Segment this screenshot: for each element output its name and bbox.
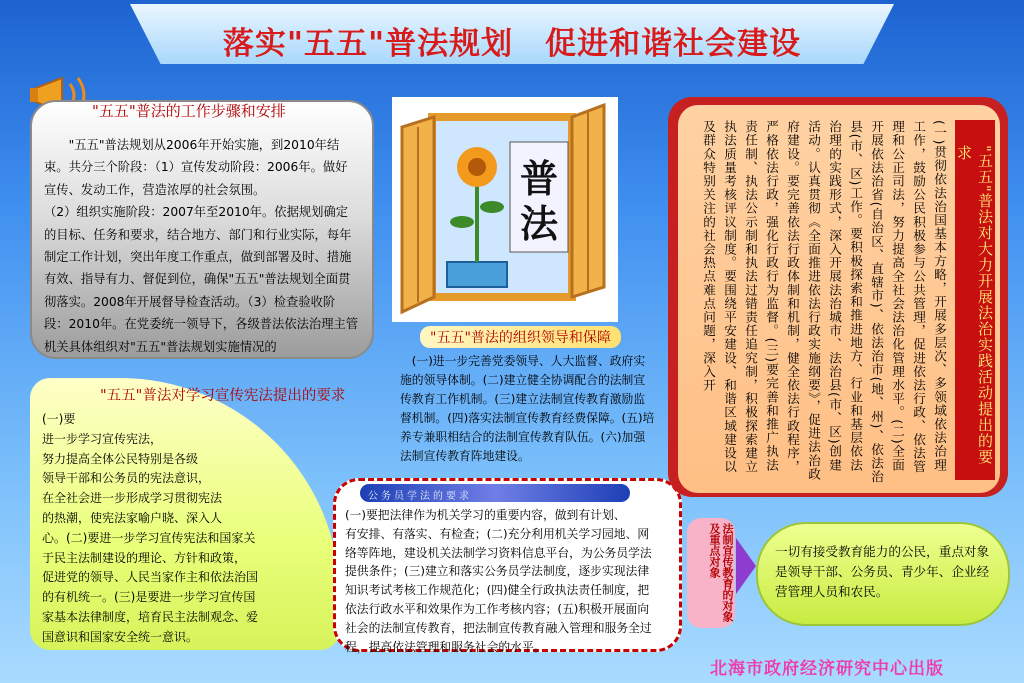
legal-practice-body: (一)贯彻依法治国基本方略，开展多层次、多领域依法治理工作，鼓励公民积极参与公共管理，促进依法行政、依法管理和公正司法，努力提高全社会法治化管理水平。(二)全面开展依法治省(自治区、直辖市)、依法治市(地、州)、依法治县(市、区)工作。要积极探索和推进地方、行业和基层依法治理的实践形式，深入开展法治城市、法治县(市、区)创建活动。认真贯彻《全面推进依法行政实施纲要》，促进法治政府建设。要完善依法行政体制和机制，健全依法行政程序，严格依法行政，强化行政行为监督。(三)要完善和推广执法责任制、执法公示制和执法过错责任追究制，积极探索建立执法质量考核评议制度。要围绕平安建设、和谐区域建设以及群众特别关注的社会热点难点问题，深入开 <box>701 120 947 484</box>
study-line: 家基本法律制度，培育民主法制观念、爱 <box>42 609 259 624</box>
study-line: 努力提高全体公民特别是各级 <box>42 451 199 466</box>
target-label: 法制宣传教育的对象及重点对象 <box>708 523 734 622</box>
civil-servant-body <box>345 506 670 656</box>
legal-practice-heading: "五五"普法对大力开展法治实践活动提出的要求 <box>955 145 994 465</box>
study-line: 心。(二)要进一步学习宣传宪法和国家关 <box>42 530 256 545</box>
civil-line: 程，提高依法管理和服务社会的水平。 <box>345 639 546 654</box>
study-line: 于民主法制建设的理论、方针和政策， <box>42 550 247 565</box>
civil-servant-heading-text: 公务员学法的要求 <box>368 491 472 502</box>
arrow-right-icon <box>736 538 756 594</box>
steps-body <box>44 134 359 358</box>
study-line: 促进党的领导、人民当家作主和依法治国 <box>42 570 259 585</box>
steps-heading: "五五"普法的工作步骤和安排 <box>92 102 286 120</box>
study-line: 在全社会进一步形成学习贯彻宪法 <box>42 491 223 506</box>
page-title: 落实"五五"普法规划 促进和谐社会建设 <box>222 26 802 62</box>
publisher-credit: 北海市政府经济研究中心出版 <box>710 659 944 679</box>
civil-line: 依法行政水平和效果作为工作考核内容；(五)积极开展面向 <box>345 601 650 616</box>
study-line: 国意识和国家安全统一意识。 <box>42 629 199 644</box>
civil-line: 有安排、有落实、有检查；(二)充分利用机关学习园地、网 <box>345 526 650 541</box>
organization-body: (一)进一步完善党委领导、人大监督、政府实施的领导体制。(二)建立健全协调配合的法制宣传教育工作机制。(三)建立法制宣传教育激励监督机制。(四)落实法制宣传教育经费保障。(五)培养专兼职相结合的法制宣传教育队伍。(六)加强法制宣传教育阵地建设。 <box>400 354 655 463</box>
study-line: 的热潮，使宪法家喻户晓、深入人 <box>42 510 223 525</box>
civil-line: 络等阵地，建设机关法制学习资料信息平台，为公务员学法 <box>345 545 652 560</box>
window-flower-illustration <box>392 97 618 322</box>
study-line: 领导干部和公务员的宪法意识， <box>42 471 211 486</box>
civil-line: (一)要把法律作为机关学习的重要内容，做到有计划、 <box>345 508 626 522</box>
civil-line: 知识考试考核工作规范化；(四)健全行政执法责任制度，把 <box>345 583 650 598</box>
study-line: 进一步学习宣传宪法， <box>42 431 163 446</box>
picture-label-char2: 法 <box>519 201 559 246</box>
civil-line: 提供条件；(三)建立和落实公务员学法制度，逐步实现法律 <box>345 564 650 579</box>
civil-line: 社会的法制宣传教育，把法制宣传教育融入管理和服务全过 <box>345 620 652 635</box>
target-text: 一切有接受教育能力的公民，重点对象是领导干部、公务员、青少年、企业经营管理人员和农民。 <box>775 544 990 599</box>
constitution-study-body <box>42 410 292 648</box>
civil-servant-heading <box>360 484 630 502</box>
study-line: (一)要 <box>42 412 76 426</box>
picture-label-char1: 普 <box>519 156 559 201</box>
organization-heading: "五五"普法的组织领导和保障 <box>420 326 621 348</box>
study-line: 的有机统一。(三)是要进一步学习宣传国 <box>42 590 256 605</box>
steps-item-2: （2）组织实施阶段：2007年至2010年。依据规划确定的目标、任务和要求，结合地方、部门和行业实际，每年制定工作计划，突出年度工作重点，做到部署及时、措施有效、指导有力、督促到位，确保"五五"普法规划全面贯彻落实。2008年开展督导检查活动。（3）检查验收阶段：2010年。在党委统一领导下，各级普法依法治理主管机关具体组织对"五五"普法规划实施情况的 <box>44 205 359 354</box>
steps-paragraph: "五五"普法规划从2006年开始实施，到2010年结束。共分三个阶段：（1）宣传发动阶段：2006年。做好宣传、发动工作，营造浓厚的社会氛围。 <box>44 138 348 197</box>
constitution-study-heading: "五五"普法对学习宣传宪法提出的要求 <box>100 388 346 404</box>
